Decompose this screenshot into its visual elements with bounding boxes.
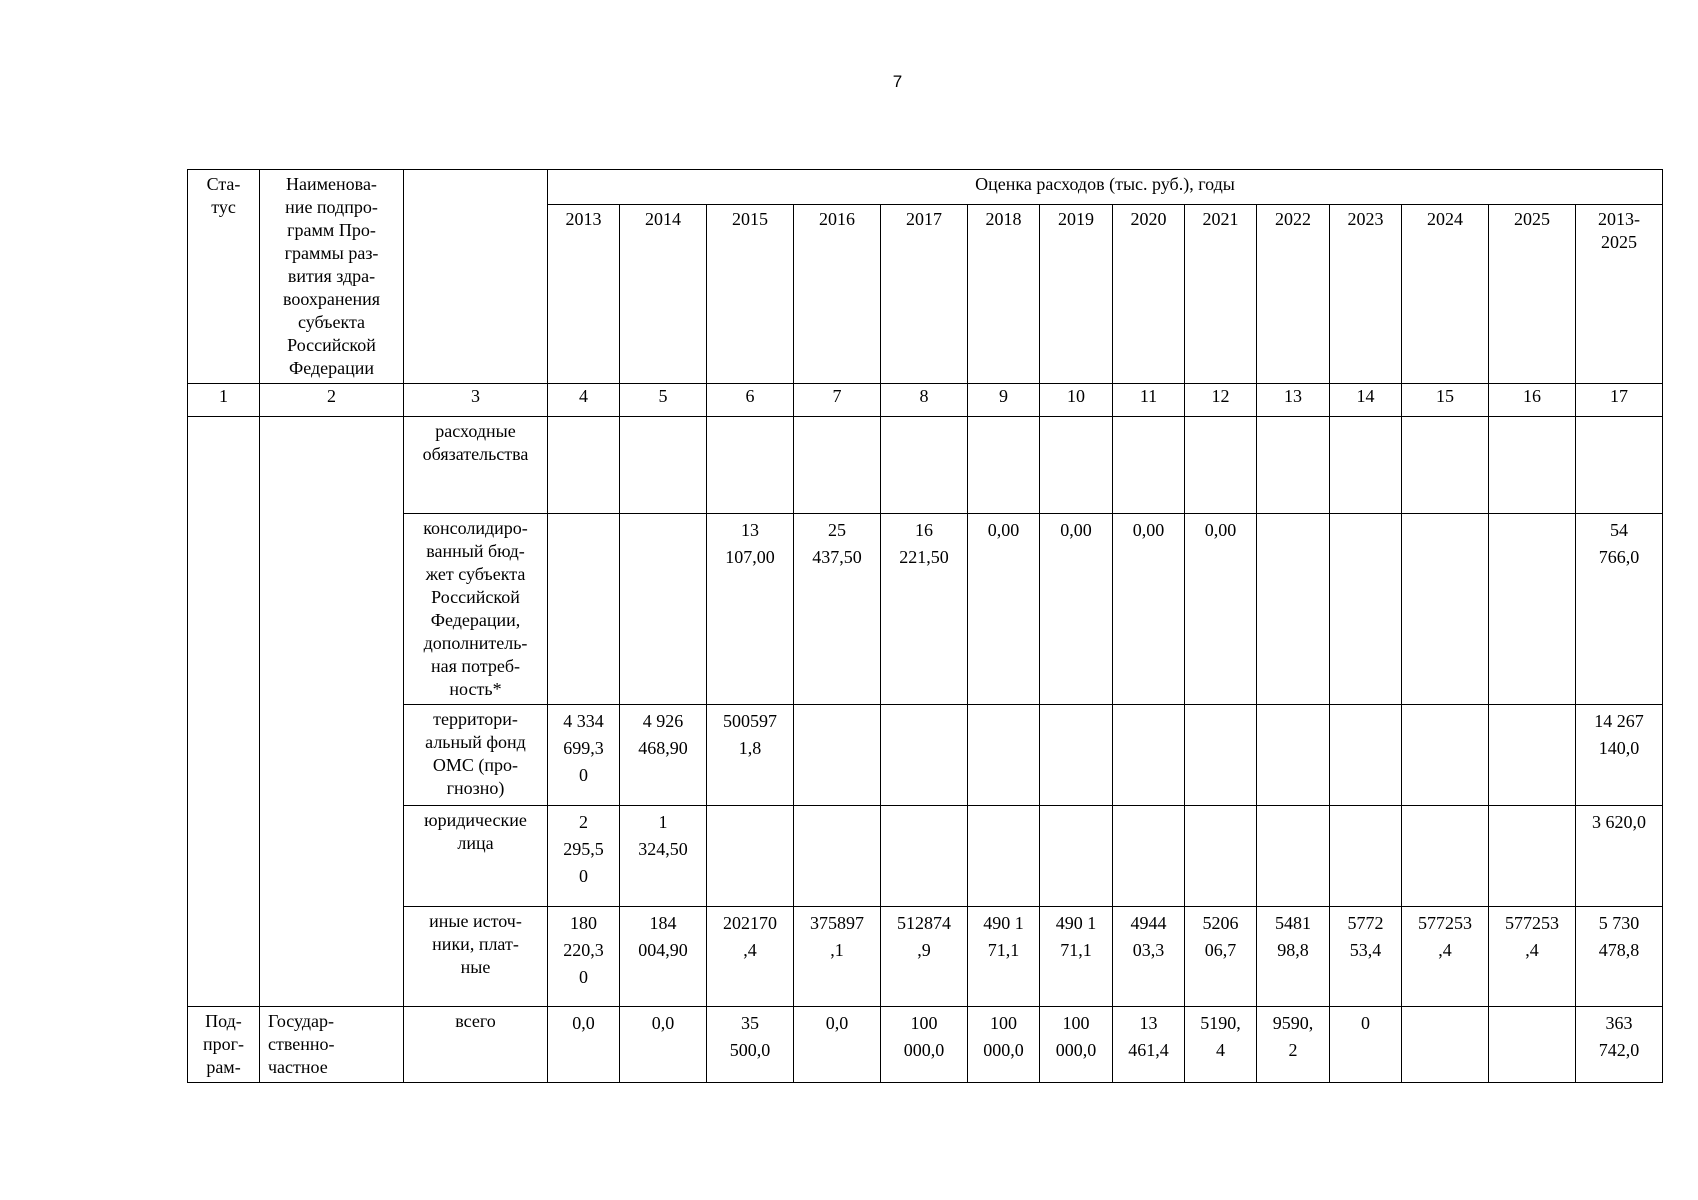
header-year-7: 2020 — [1113, 205, 1185, 384]
value-cell — [1489, 514, 1576, 705]
value-cell — [1330, 705, 1402, 806]
value-cell — [1576, 417, 1663, 514]
value-cell — [1040, 417, 1113, 514]
value-cell: 363 742,0 — [1576, 1007, 1663, 1083]
subprogram-name-cell: Государ- ственно- частное — [260, 1007, 404, 1083]
value-cell: 16 221,50 — [881, 514, 968, 705]
column-number-1: 1 — [188, 384, 260, 417]
header-year-13: 2013- 2025 — [1576, 205, 1663, 384]
value-cell — [1185, 705, 1257, 806]
column-number-3: 3 — [404, 384, 548, 417]
header-year-11: 2024 — [1402, 205, 1489, 384]
column-number-17: 17 — [1576, 384, 1663, 417]
column-number-5: 5 — [620, 384, 707, 417]
funding-source-cell: территори- альный фонд ОМС (про- гнозно) — [404, 705, 548, 806]
value-cell: 5206 06,7 — [1185, 907, 1257, 1007]
value-cell: 500597 1,8 — [707, 705, 794, 806]
column-number-10: 10 — [1040, 384, 1113, 417]
header-expenses-title: Оценка расходов (тыс. руб.), годы — [548, 170, 1663, 205]
value-cell — [548, 417, 620, 514]
value-cell — [1113, 417, 1185, 514]
funding-source-cell: юридические лица — [404, 806, 548, 907]
header-year-8: 2021 — [1185, 205, 1257, 384]
value-cell: 4 334 699,3 0 — [548, 705, 620, 806]
value-cell: 0,0 — [620, 1007, 707, 1083]
table-row — [188, 1007, 1663, 1083]
value-cell — [968, 705, 1040, 806]
column-number-11: 11 — [1113, 384, 1185, 417]
value-cell — [1185, 417, 1257, 514]
value-cell: 490 1 71,1 — [1040, 907, 1113, 1007]
funding-source-cell: всего — [404, 1007, 548, 1083]
value-cell — [794, 417, 881, 514]
value-cell — [1113, 705, 1185, 806]
funding-source-cell: расходные обязательства — [404, 417, 548, 514]
header-subprogram-name: Наименова- ние подпро- грамм Про- граммы раз- вития здра- воохранения субъекта Российской Федерации — [260, 170, 404, 384]
table-row — [188, 417, 1663, 514]
value-cell: 375897 ,1 — [794, 907, 881, 1007]
value-cell — [1257, 417, 1330, 514]
subprogram-name-cell — [260, 417, 404, 1007]
table-row — [188, 806, 1663, 907]
value-cell: 35 500,0 — [707, 1007, 794, 1083]
value-cell: 4944 03,3 — [1113, 907, 1185, 1007]
value-cell — [620, 514, 707, 705]
value-cell: 100 000,0 — [881, 1007, 968, 1083]
value-cell — [1257, 514, 1330, 705]
column-number-4: 4 — [548, 384, 620, 417]
header-source — [404, 170, 548, 384]
value-cell: 490 1 71,1 — [968, 907, 1040, 1007]
value-cell — [1402, 1007, 1489, 1083]
value-cell: 13 461,4 — [1113, 1007, 1185, 1083]
column-number-15: 15 — [1402, 384, 1489, 417]
value-cell: 5190, 4 — [1185, 1007, 1257, 1083]
value-cell: 184 004,90 — [620, 907, 707, 1007]
header-year-3: 2016 — [794, 205, 881, 384]
value-cell: 4 926 468,90 — [620, 705, 707, 806]
status-cell: Под- прог- рам- — [188, 1007, 260, 1083]
value-cell: 180 220,3 0 — [548, 907, 620, 1007]
value-cell: 512874 ,9 — [881, 907, 968, 1007]
header-year-5: 2018 — [968, 205, 1040, 384]
expenses-table — [187, 169, 1663, 1083]
header-year-12: 2025 — [1489, 205, 1576, 384]
value-cell — [1489, 705, 1576, 806]
value-cell — [707, 806, 794, 907]
value-cell — [881, 806, 968, 907]
value-cell — [794, 806, 881, 907]
value-cell — [1040, 806, 1113, 907]
value-cell — [794, 705, 881, 806]
value-cell: 0 — [1330, 1007, 1402, 1083]
value-cell: 100 000,0 — [968, 1007, 1040, 1083]
header-year-0: 2013 — [548, 205, 620, 384]
value-cell: 5481 98,8 — [1257, 907, 1330, 1007]
value-cell: 0,0 — [548, 1007, 620, 1083]
value-cell — [1402, 417, 1489, 514]
column-number-2: 2 — [260, 384, 404, 417]
value-cell: 3 620,0 — [1576, 806, 1663, 907]
column-number-12: 12 — [1185, 384, 1257, 417]
value-cell — [620, 417, 707, 514]
value-cell — [1402, 514, 1489, 705]
value-cell — [1402, 705, 1489, 806]
value-cell — [1257, 806, 1330, 907]
table-row — [188, 705, 1663, 806]
column-number-9: 9 — [968, 384, 1040, 417]
value-cell — [1402, 806, 1489, 907]
value-cell: 0,00 — [968, 514, 1040, 705]
column-number-14: 14 — [1330, 384, 1402, 417]
value-cell: 0,0 — [794, 1007, 881, 1083]
value-cell: 0,00 — [1113, 514, 1185, 705]
value-cell — [1330, 417, 1402, 514]
value-cell — [548, 514, 620, 705]
value-cell — [881, 417, 968, 514]
value-cell — [707, 417, 794, 514]
header-year-9: 2022 — [1257, 205, 1330, 384]
status-cell — [188, 417, 260, 1007]
value-cell — [1330, 806, 1402, 907]
value-cell: 9590, 2 — [1257, 1007, 1330, 1083]
value-cell: 577253 ,4 — [1402, 907, 1489, 1007]
header-row-title — [188, 170, 1663, 205]
value-cell: 100 000,0 — [1040, 1007, 1113, 1083]
header-year-10: 2023 — [1330, 205, 1402, 384]
value-cell: 13 107,00 — [707, 514, 794, 705]
value-cell — [1257, 705, 1330, 806]
table-row — [188, 907, 1663, 1007]
value-cell — [1040, 705, 1113, 806]
value-cell — [1489, 1007, 1576, 1083]
value-cell — [968, 806, 1040, 907]
value-cell: 5 730 478,8 — [1576, 907, 1663, 1007]
funding-source-cell: консолидиро- ванный бюд- жет субъекта Российской Федерации, дополнитель- ная потреб- ность* — [404, 514, 548, 705]
value-cell: 5772 53,4 — [1330, 907, 1402, 1007]
value-cell — [1489, 417, 1576, 514]
header-year-6: 2019 — [1040, 205, 1113, 384]
value-cell — [881, 705, 968, 806]
value-cell: 0,00 — [1040, 514, 1113, 705]
page-number: 7 — [892, 72, 903, 91]
value-cell: 0,00 — [1185, 514, 1257, 705]
value-cell — [1330, 514, 1402, 705]
column-number-6: 6 — [707, 384, 794, 417]
value-cell: 1 324,50 — [620, 806, 707, 907]
value-cell: 2 295,5 0 — [548, 806, 620, 907]
funding-source-cell: иные источ- ники, плат- ные — [404, 907, 548, 1007]
header-year-1: 2014 — [620, 205, 707, 384]
value-cell — [1113, 806, 1185, 907]
column-number-16: 16 — [1489, 384, 1576, 417]
table-row — [188, 514, 1663, 705]
column-number-7: 7 — [794, 384, 881, 417]
header-row-column-numbers — [188, 384, 1663, 417]
value-cell — [1185, 806, 1257, 907]
header-status: Ста- тус — [188, 170, 260, 384]
value-cell: 25 437,50 — [794, 514, 881, 705]
value-cell — [968, 417, 1040, 514]
header-year-2: 2015 — [707, 205, 794, 384]
value-cell — [1489, 806, 1576, 907]
column-number-13: 13 — [1257, 384, 1330, 417]
column-number-8: 8 — [881, 384, 968, 417]
value-cell: 54 766,0 — [1576, 514, 1663, 705]
header-year-4: 2017 — [881, 205, 968, 384]
value-cell: 14 267 140,0 — [1576, 705, 1663, 806]
value-cell: 577253 ,4 — [1489, 907, 1576, 1007]
value-cell: 202170 ,4 — [707, 907, 794, 1007]
